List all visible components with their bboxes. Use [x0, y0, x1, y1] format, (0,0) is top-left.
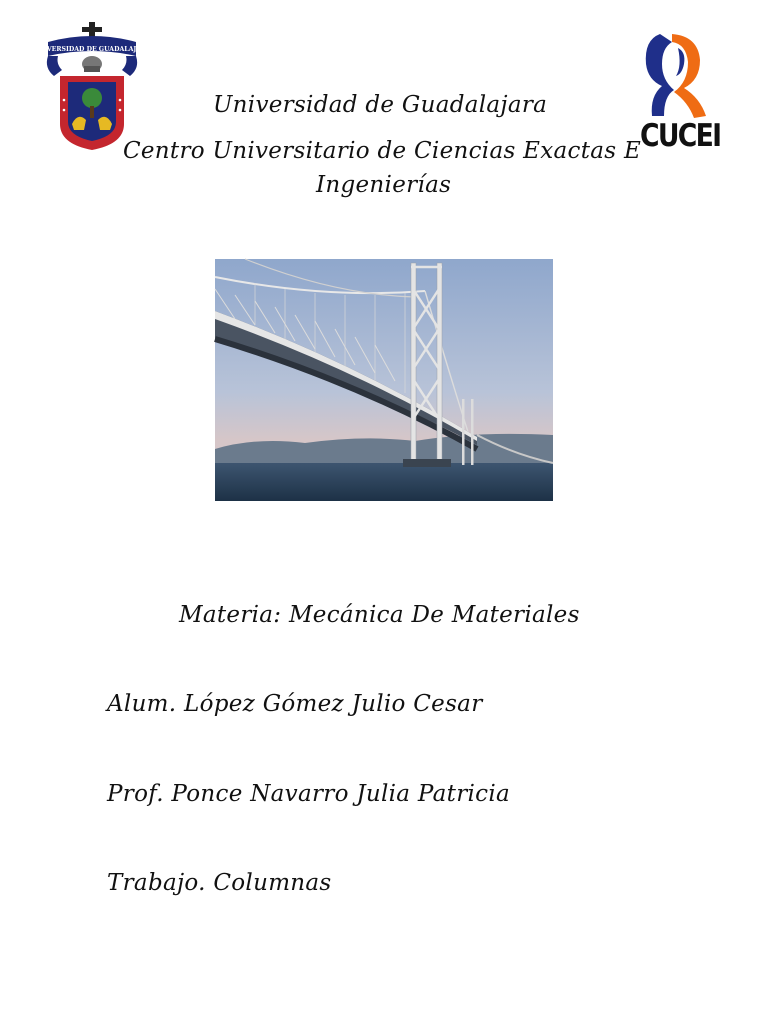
udg-crest-logo — [32, 20, 152, 154]
svg-text:UNIVERSIDAD DE GUADALAJARA: UNIVERSIDAD DE GUADALAJARA — [32, 46, 152, 53]
professor-line: Prof. Ponce Navarro Julia Patricia — [107, 781, 510, 807]
center-title-line1: Centro Universitario de Ciencias Exactas E — [123, 138, 642, 164]
bridge-photo — [215, 259, 553, 501]
student-line: Alum. López Gómez Julio Cesar — [107, 691, 483, 717]
university-title: Universidad de Guadalajara — [213, 92, 548, 118]
assignment-line: Trabajo. Columnas — [107, 870, 332, 896]
center-title-line2: Ingenierías — [316, 172, 452, 198]
cucei-logo-text: CUCEI — [640, 118, 721, 154]
subject-line: Materia: Mecánica De Materiales — [179, 602, 580, 628]
